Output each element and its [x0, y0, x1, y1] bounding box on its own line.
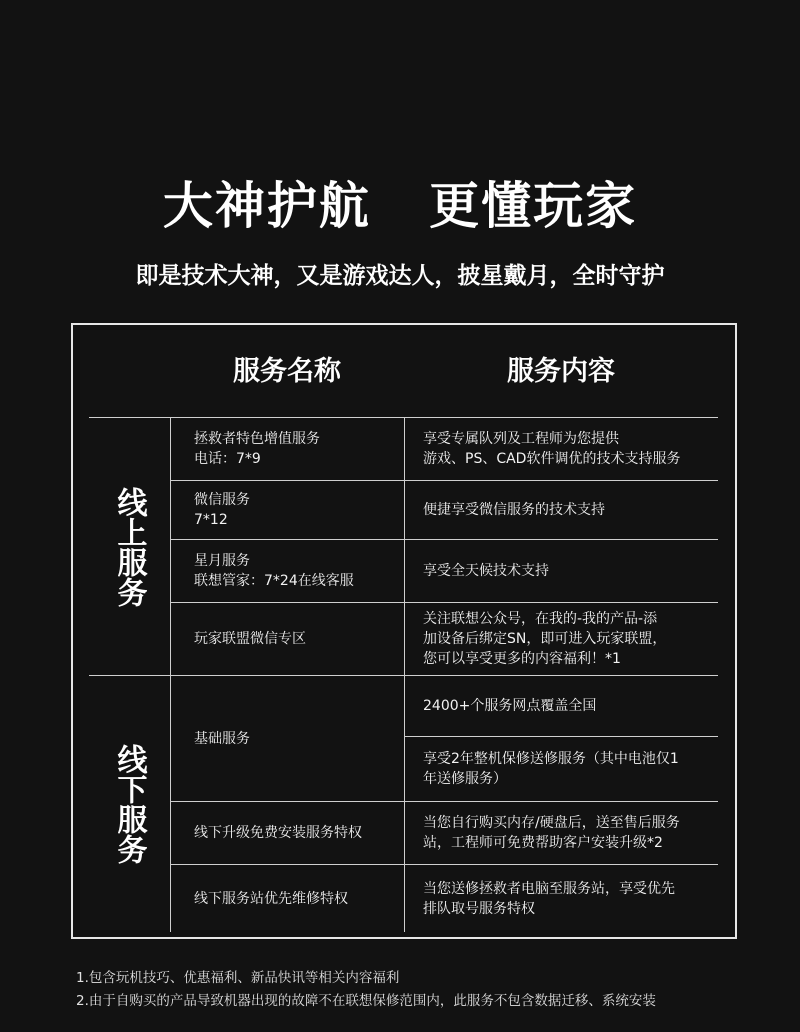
online-row-3-content: 享受全天候技术支持	[423, 563, 549, 579]
label-column-divider	[170, 417, 171, 932]
footnote-2: 2.由于自购买的产品导致机器出现的故障不在联想保修范围内，此服务不包含数据迁移、系统安装	[76, 993, 656, 1009]
content-column-divider	[404, 417, 405, 932]
header-service-name: 服务名称	[233, 356, 341, 387]
header-service-content: 服务内容	[507, 356, 615, 387]
offline-row-1-name: 基础服务	[194, 730, 250, 747]
offline-row-1-content-a: 2400+个服务网点覆盖全国	[423, 698, 597, 714]
online-row-3-name: 星月服务 联想管家：7*24在线客服	[194, 553, 354, 589]
footnote-1: 1.包含玩机技巧、优惠福利、新品快讯等相关内容福利	[76, 970, 400, 986]
online-row-2-content: 便捷享受微信服务的技术支持	[423, 502, 605, 518]
offline-row-1-content-b: 享受2年整机保修送修服务（其中电池仅1 年送修服务）	[423, 751, 679, 787]
section-label-offline: 线下服务	[111, 744, 147, 864]
online-row-1-name: 拯救者特色增值服务 电话：7*9	[194, 431, 320, 467]
offline-row-3-content: 当您送修拯救者电脑至服务站，享受优先 排队取号服务特权	[423, 880, 675, 917]
section-label-online: 线上服务	[111, 486, 147, 607]
online-row-2-name: 微信服务 7*12	[194, 492, 250, 528]
online-row-1-content: 享受专属队列及工程师为您提供 游戏、PS、CAD软件调优的技术支持服务	[423, 431, 681, 467]
online-row-4-content: 关注联想公众号，在我的-我的产品-添 加设备后绑定SN，即可进入玩家联盟， 您可以享受更多的内容福利！*1	[423, 611, 667, 667]
page-headline: 大神护航 更懂玩家	[162, 177, 638, 235]
offline-row-2-content: 当您自行购买内存/硬盘后，送至售后服务 站，工程师可免费帮助客户安装升级*2	[423, 815, 680, 851]
offline-row-3-name: 线下服务站优先维修特权	[194, 890, 348, 907]
online-row-4-name: 玩家联盟微信专区	[194, 631, 306, 647]
offline-row-2-name: 线下升级免费安装服务特权	[194, 825, 362, 841]
page-subheadline: 即是技术大神，又是游戏达人，披星戴月，全时守护	[135, 263, 665, 289]
